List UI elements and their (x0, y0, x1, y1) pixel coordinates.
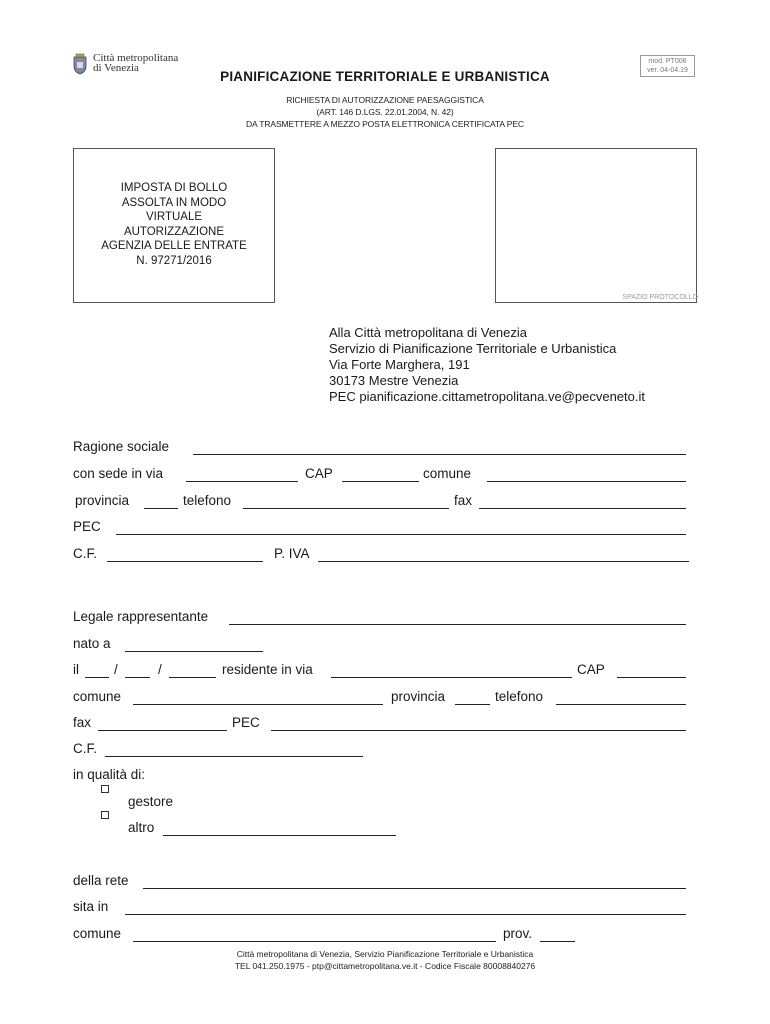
field-giorno[interactable] (85, 677, 109, 678)
bollo-line-2: ASSOLTA IN MODO (121, 196, 227, 209)
label-sita-in: sita in (73, 899, 109, 914)
field-telefono-legale[interactable] (556, 704, 686, 705)
footer-line-2: TEL 041.250.1975 - ptp@cittametropolitana.ve.it - Codice Fiscale 80008840276 (234, 961, 536, 971)
field-sita-in[interactable] (125, 914, 686, 915)
field-provincia-legale[interactable] (455, 704, 490, 705)
label-cap-legale: CAP (577, 662, 605, 677)
label-cf-legale: C.F. (73, 741, 98, 756)
footer-line-1: Città metropolitana di Venezia, Servizio Pianificazione Territoriale e Urbanistica (236, 949, 534, 959)
page-title (0, 69, 770, 84)
field-fax[interactable] (479, 508, 686, 509)
label-provincia: provincia (75, 493, 130, 508)
org-line-1: Città metropolitana (93, 52, 179, 64)
field-altro[interactable] (163, 835, 396, 836)
field-pec[interactable] (116, 534, 686, 535)
subtitle-2: (ART. 146 D.LGS. 22.01.2004, N. 42) (316, 107, 454, 117)
address-line-3: Via Forte Marghera, 191 (329, 357, 470, 372)
label-prov-rete: prov. (503, 926, 533, 941)
bollo-text (73, 181, 275, 268)
address-line-4: 30173 Mestre Venezia (329, 373, 459, 388)
field-sede-via[interactable] (186, 481, 298, 482)
field-pec-legale[interactable] (271, 730, 686, 731)
label-della-rete: della rete (73, 873, 129, 888)
label-nato-a: nato a (73, 636, 111, 651)
bollo-line-3: VIRTUALE (145, 211, 203, 223)
label-legale-rappresentante: Legale rappresentante (73, 609, 209, 624)
label-altro: altro (128, 820, 155, 835)
field-comune-rete[interactable] (133, 941, 496, 942)
label-provincia-legale: provincia (391, 689, 446, 704)
label-telefono: telefono (183, 493, 232, 508)
field-anno[interactable] (169, 677, 216, 678)
field-cap[interactable] (342, 481, 419, 482)
field-nato-a[interactable] (125, 651, 263, 652)
label-pec-legale: PEC (232, 715, 260, 730)
field-cap-legale[interactable] (617, 677, 686, 678)
field-residente-via[interactable] (331, 677, 572, 678)
checkbox-gestore[interactable] (101, 785, 109, 793)
label-piva: P. IVA (274, 546, 310, 561)
bollo-line-1: IMPOSTA DI BOLLO (120, 182, 228, 194)
recipient-address (329, 325, 645, 405)
checkbox-altro[interactable] (101, 811, 109, 819)
field-comune-legale[interactable] (133, 704, 383, 705)
field-mese[interactable] (125, 677, 150, 678)
field-provincia[interactable] (144, 508, 178, 509)
label-comune: comune (423, 466, 472, 481)
label-ragione-sociale: Ragione sociale (73, 439, 170, 454)
address-line-1: Alla Città metropolitana di Venezia (329, 325, 528, 340)
field-comune[interactable] (487, 481, 686, 482)
label-comune-rete: comune (73, 926, 122, 941)
protocollo-label: SPAZIO PROTOCOLLO (622, 294, 698, 301)
date-slash-1: / (114, 662, 118, 677)
label-residente: residente in via (222, 662, 313, 677)
label-qualita: in qualità di: (73, 767, 146, 782)
field-prov-rete[interactable] (540, 941, 575, 942)
label-telefono-legale: telefono (495, 689, 544, 704)
label-fax: fax (454, 493, 473, 508)
label-cf: C.F. (73, 546, 98, 561)
field-piva[interactable] (318, 561, 689, 562)
protocollo-box (495, 148, 697, 303)
field-cf[interactable] (107, 561, 263, 562)
org-line-2: di Venezia (93, 62, 139, 74)
label-comune-legale: comune (73, 689, 122, 704)
label-gestore: gestore (128, 794, 174, 809)
bollo-line-5: AGENZIA DELLE ENTRATE (101, 240, 247, 252)
bollo-line-4: AUTORIZZAZIONE (123, 225, 225, 238)
form-code: mod. PT006 (648, 58, 687, 65)
address-line-2: Servizio di Pianificazione Territoriale e Urbanistica (329, 341, 617, 356)
address-line-5: PEC pianificazione.cittametropolitana.ve@pecveneto.it (329, 389, 645, 404)
field-fax-legale[interactable] (98, 730, 227, 731)
subtitle-1: RICHIESTA DI AUTORIZZAZIONE PAESAGGISTICA (286, 95, 484, 105)
label-cap: CAP (305, 466, 333, 481)
label-pec: PEC (73, 519, 101, 534)
field-della-rete[interactable] (143, 888, 686, 889)
field-legale-rappresentante[interactable] (229, 624, 686, 625)
field-telefono[interactable] (243, 508, 449, 509)
label-sede-via: con sede in via (73, 466, 164, 481)
label-il: il (73, 662, 79, 677)
field-ragione-sociale[interactable] (193, 454, 686, 455)
label-fax-legale: fax (73, 715, 92, 730)
subtitle-3: DA TRASMETTERE A MEZZO POSTA ELETTRONICA CERTIFICATA PEC (246, 119, 524, 129)
form-version: ver. 04-04.19 (647, 67, 688, 74)
bollo-line-6: N. 97271/2016 (136, 254, 212, 267)
page-title-text: PIANIFICAZIONE TERRITORIALE E URBANISTICA (220, 69, 550, 84)
date-slash-2: / (158, 662, 162, 677)
field-cf-legale[interactable] (105, 756, 363, 757)
